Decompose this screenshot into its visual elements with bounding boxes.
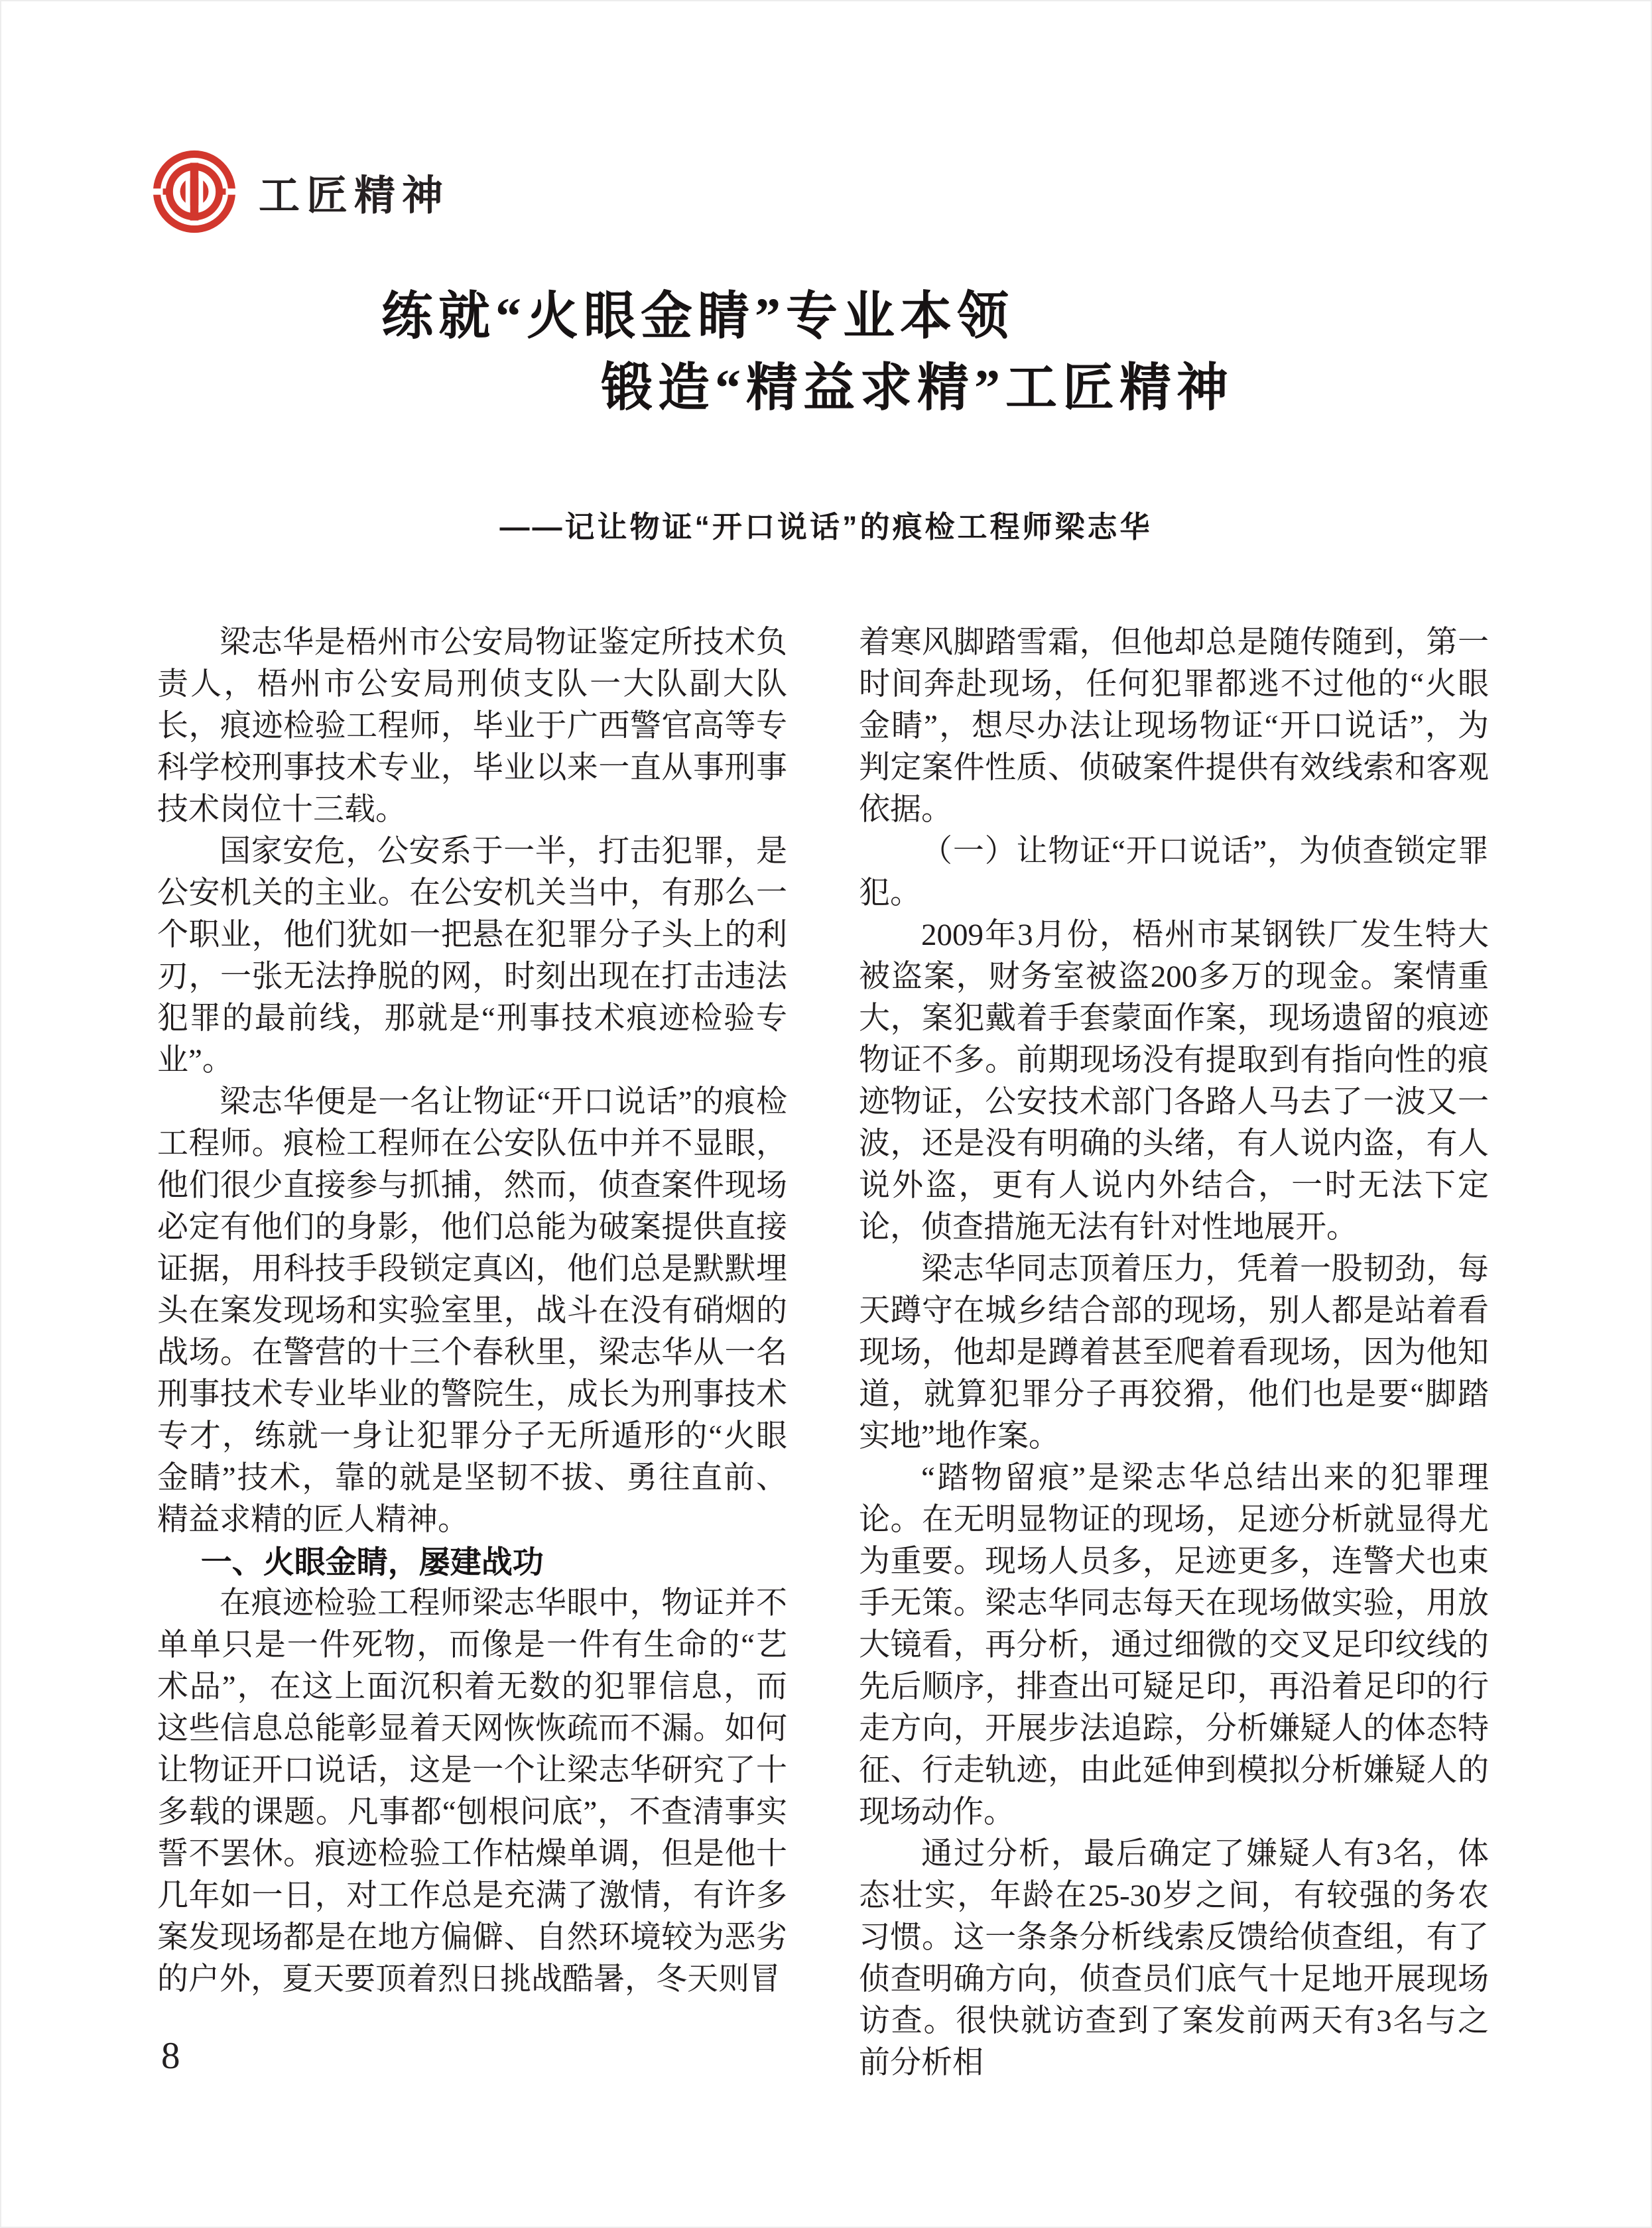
paragraph-continuation: 着寒风脚踏雪霜，但他却总是随传随到，第一时间奔赴现场，任何犯罪都逃不过他的“火眼金睛”，想尽办法让现场物证“开口说话”，为判定案件性质、侦破案件提供有效线索和客观依据。 xyxy=(859,625,1489,827)
article-title-line1: 练就“火眼金睛”专业本领 xyxy=(381,287,1015,345)
paragraph: 国家安危，公安系于一半，打击犯罪，是公安机关的主业。在公安机关当中，有那么一个职业，他们犹如一把悬在犯罪分子头上的利刃，一张无法挣脱的网，时刻出现在打击违法犯罪的最前线，那就是“刑事技术痕迹检验专业”。 xyxy=(157,834,787,1078)
right-column xyxy=(859,622,1489,2084)
paragraph: “踏物留痕”是梁志华总结出来的犯罪理论。在无明显物证的现场，足迹分析就显得尤为重要。现场人员多，足迹更多，连警犬也束手无策。梁志华同志每天在现场做实验，用放大镜看，再分析，通过细微的交叉足印纹线的先后顺序，排查出可疑足印，再沿着足印的行走方向，开展步法追踪，分析嫌疑人的体态特征、行走轨迹，由此延伸到模拟分析嫌疑人的现场动作。 xyxy=(859,1461,1489,1829)
paragraph: 梁志华同志顶着压力，凭着一股韧劲，每天蹲守在城乡结合部的现场，别人都是站着看现场，他却是蹲着甚至爬着看现场，因为他知道，就算犯罪分子再狡猾，他们也是要“脚踏实地”地作案。 xyxy=(859,1252,1489,1454)
page-number: 8 xyxy=(161,2035,180,2077)
paragraph: 在痕迹检验工程师梁志华眼中，物证并不单单只是一件死物，而像是一件有生命的“艺术品”，在这上面沉积着无数的犯罪信息，而这些信息总能彰显着天网恢恢疏而不漏。如何让物证开口说话，这是一个让梁志华研究了十多载的课题。凡事都“刨根问底”，不查清事实誓不罢休。痕迹检验工作枯燥单调，但是他十几年如一日，对工作总是充满了激情，有许多案发现场都是在地方偏僻、自然环境较为恶劣的户外，夏天要顶着烈日挑战酷暑，冬天则冒 xyxy=(157,1586,787,1997)
article-title xyxy=(0,280,1652,424)
paragraph: 梁志华是梧州市公安局物证鉴定所技术负责人，梧州市公安局刑侦支队一大队副大队长，痕迹检验工程师，毕业于广西警官高等专科学校刑事技术专业，毕业以来一直从事刑事技术岗位十三载。 xyxy=(157,625,787,827)
brand-label: 工匠精神 xyxy=(259,173,450,219)
masthead xyxy=(151,147,450,236)
paragraph: 通过分析，最后确定了嫌疑人有3名，体态壮实，年龄在25-30岁之间，有较强的务农习惯。这一条条分析线索反馈给侦查组，有了侦查明确方向，侦查员们底气十足地开展现场访查。很快就访查到了案发前两天有3名与之前分析相 xyxy=(859,1837,1489,2080)
section-heading: 一、火眼金睛，屡建战功 xyxy=(200,1544,544,1579)
trade-union-logo-icon xyxy=(151,148,237,235)
left-column xyxy=(157,622,787,2001)
article-subtitle: ——记让物证“开口说话”的痕检工程师梁志华 xyxy=(499,510,1153,544)
paragraph: （一）让物证“开口说话”，为侦查锁定罪犯。 xyxy=(859,834,1489,910)
article-title-line2: 锻造“精益求精”工匠精神 xyxy=(601,359,1234,416)
paragraph: 梁志华便是一名让物证“开口说话”的痕检工程师。痕检工程师在公安队伍中并不显眼，他们很少直接参与抓捕，然而，侦查案件现场必定有他们的身影，他们总能为破案提供直接证据，用科技手段锁定真凶，他们总是默默埋头在案发现场和实验室里，战斗在没有硝烟的战场。在警营的十三个春秋里，梁志华从一名刑事技术专业毕业的警院生，成长为刑事技术专才，练就一身让犯罪分子无所遁形的“火眼金睛”技术，靠的就是坚韧不拔、勇往直前、精益求精的匠人精神。 xyxy=(157,1085,787,1537)
paragraph: 2009年3月份，梧州市某钢铁厂发生特大被盗案，财务室被盗200多万的现金。案情重大，案犯戴着手套蒙面作案，现场遗留的痕迹物证不多。前期现场没有提取到有指向性的痕迹物证，公安技术部门各路人马去了一波又一波，还是没有明确的头绪，有人说内盗，有人说外盗，更有人说内外结合，一时无法下定论，侦查措施无法有针对性地展开。 xyxy=(859,918,1489,1245)
